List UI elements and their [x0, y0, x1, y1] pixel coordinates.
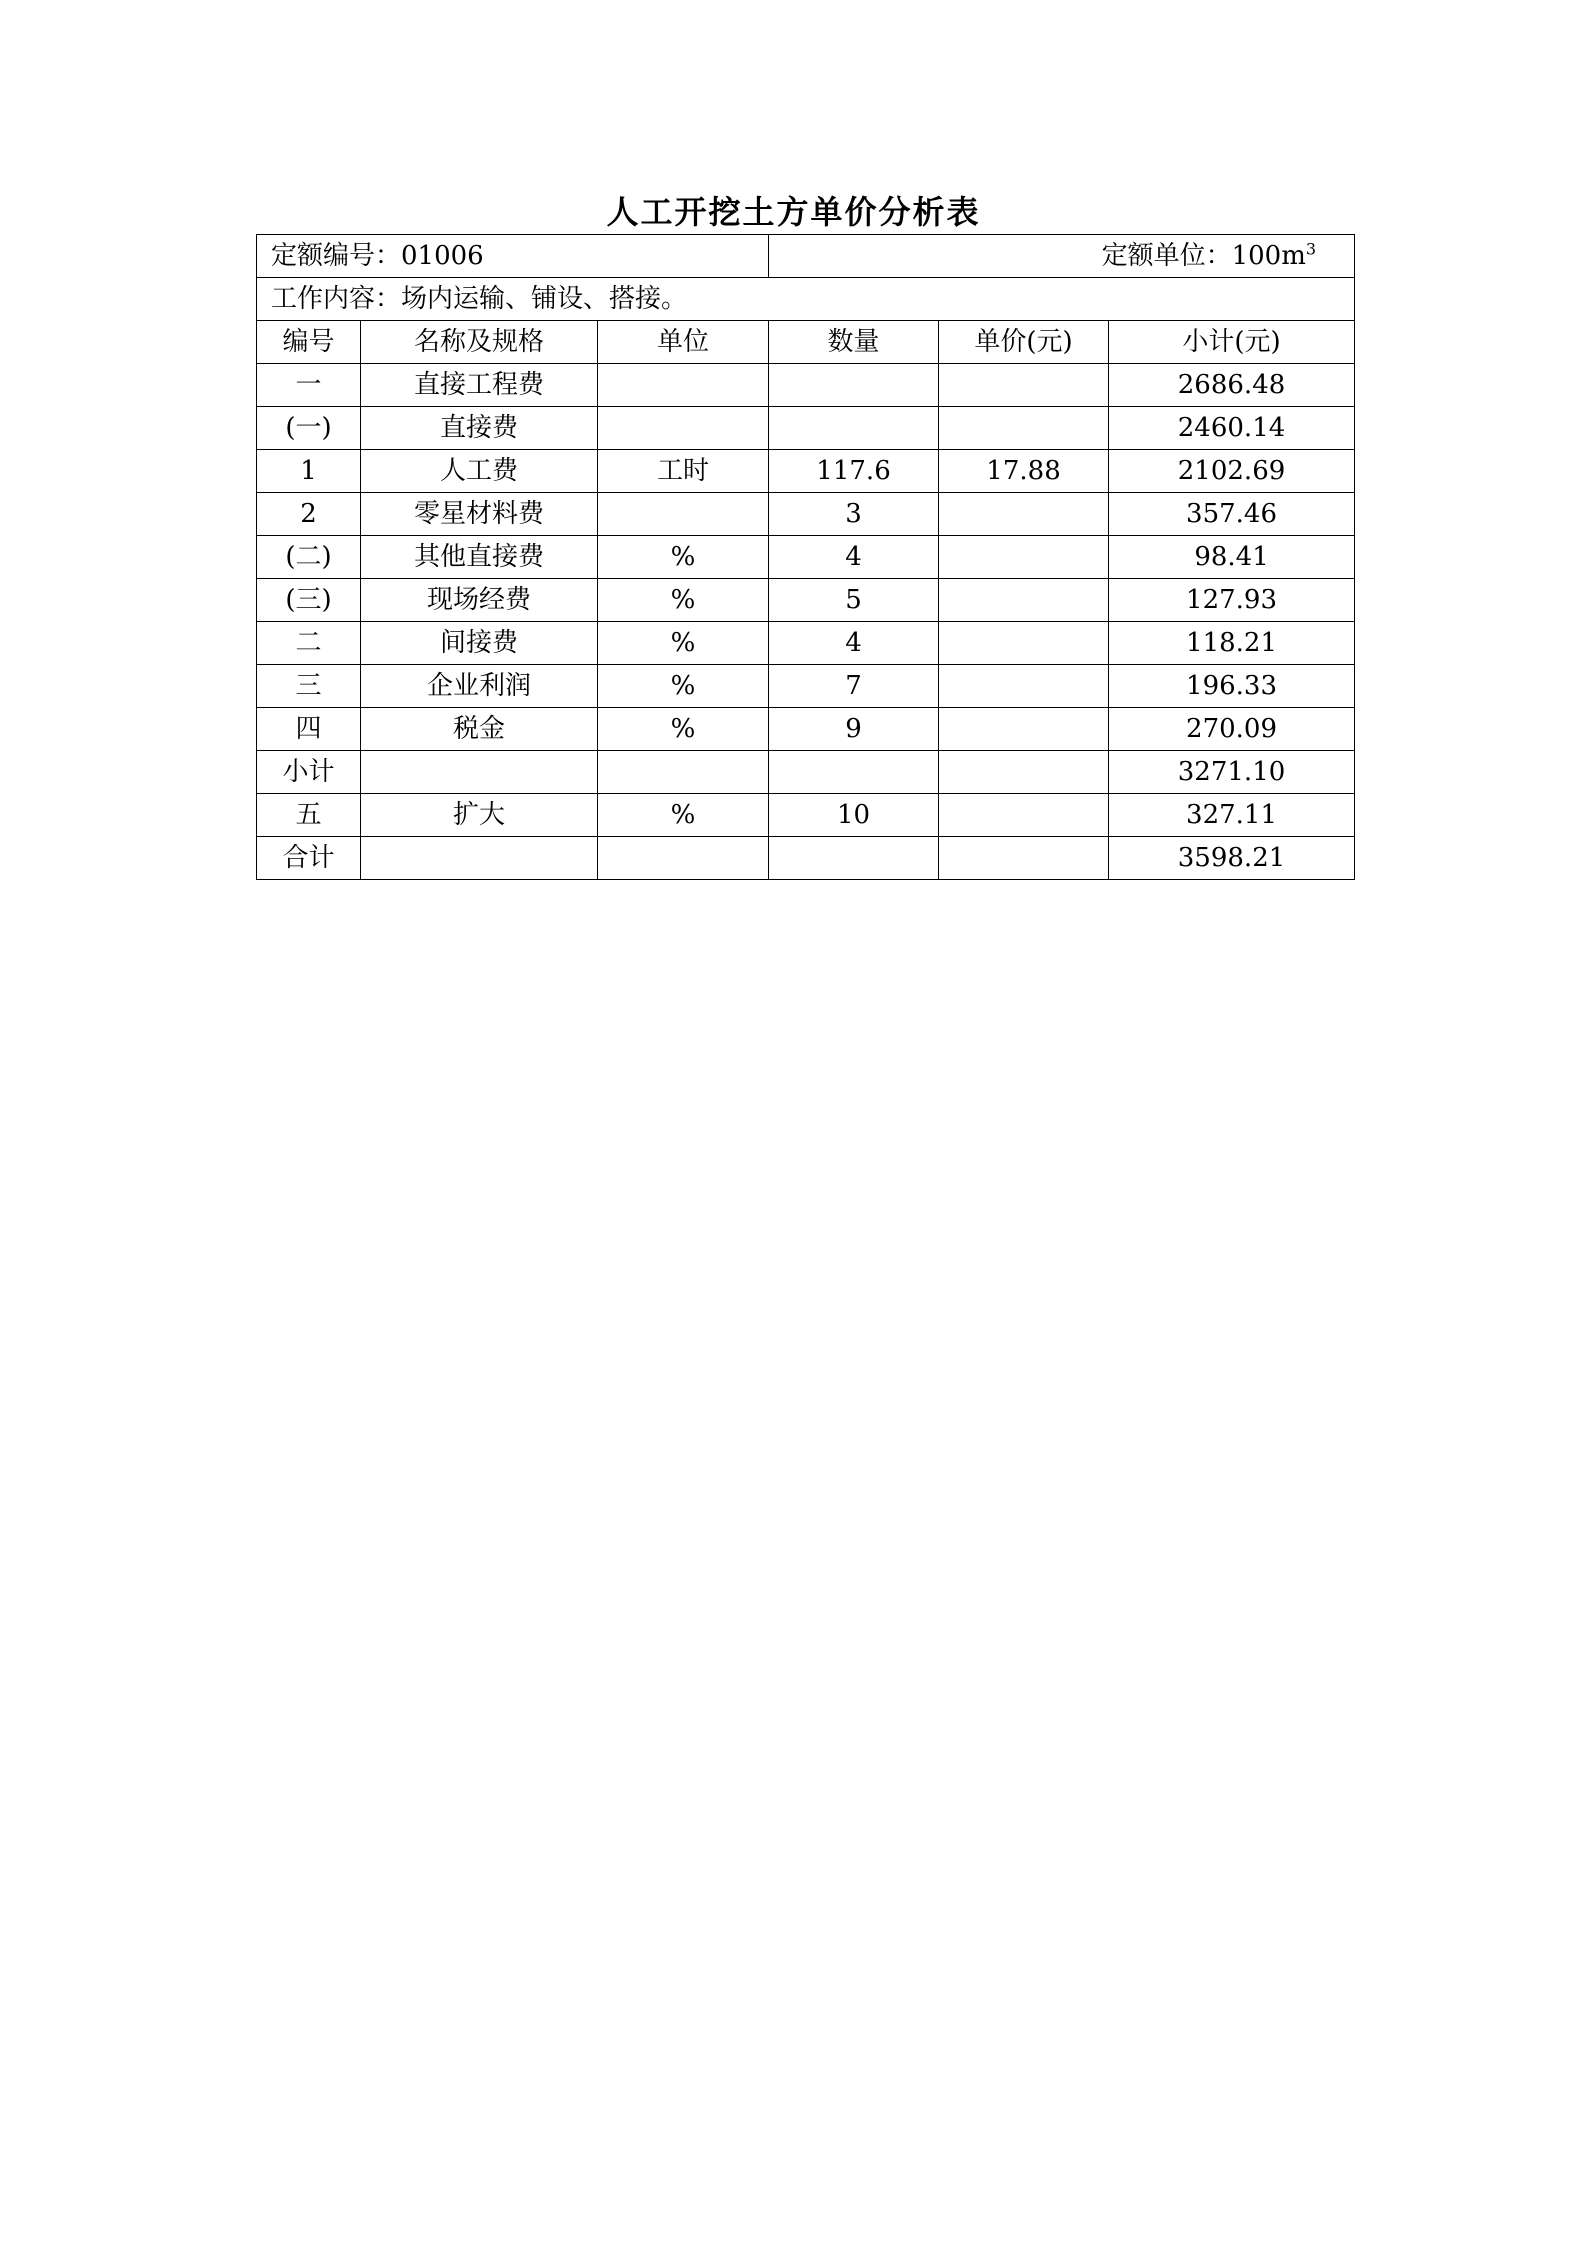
cell-subtotal: 2460.14 — [1109, 407, 1355, 450]
table-row — [257, 665, 1355, 708]
quota-unit-superscript: 3 — [1305, 239, 1317, 259]
cell-price — [939, 751, 1109, 794]
cell-name: 间接费 — [361, 622, 598, 665]
quota-number-cell — [257, 235, 769, 278]
cell-no: 合计 — [257, 837, 361, 880]
cell-qty: 4 — [769, 622, 939, 665]
cell-subtotal: 118.21 — [1109, 622, 1355, 665]
cell-unit — [598, 751, 769, 794]
cell-price — [939, 364, 1109, 407]
cell-no: 2 — [257, 493, 361, 536]
header-unit: 单位 — [598, 321, 769, 364]
cell-no: 三 — [257, 665, 361, 708]
header-subtotal: 小计(元) — [1109, 321, 1355, 364]
cell-subtotal: 357.46 — [1109, 493, 1355, 536]
cell-price — [939, 407, 1109, 450]
cell-no: 四 — [257, 708, 361, 751]
cell-subtotal: 2686.48 — [1109, 364, 1355, 407]
cell-name — [361, 751, 598, 794]
cell-qty — [769, 837, 939, 880]
quota-unit-cell — [769, 235, 1355, 278]
table-row — [257, 579, 1355, 622]
cell-unit: % — [598, 794, 769, 837]
cell-name: 零星材料费 — [361, 493, 598, 536]
cell-qty: 10 — [769, 794, 939, 837]
cell-unit — [598, 407, 769, 450]
cell-subtotal: 3271.10 — [1109, 751, 1355, 794]
cell-unit: 工时 — [598, 450, 769, 493]
cell-unit: % — [598, 665, 769, 708]
unit-price-analysis-table — [256, 234, 1355, 880]
table-row — [257, 450, 1355, 493]
cell-qty: 9 — [769, 708, 939, 751]
cell-subtotal: 127.93 — [1109, 579, 1355, 622]
cell-no: (一) — [257, 407, 361, 450]
table-row — [257, 794, 1355, 837]
cell-no: 1 — [257, 450, 361, 493]
cell-name: 现场经费 — [361, 579, 598, 622]
cell-qty: 4 — [769, 536, 939, 579]
work-content-cell: 工作内容：场内运输、铺设、搭接。 — [257, 278, 1355, 321]
cell-no: (三) — [257, 579, 361, 622]
cell-price — [939, 708, 1109, 751]
cell-price: 17.88 — [939, 450, 1109, 493]
header-row — [257, 321, 1355, 364]
cell-unit — [598, 493, 769, 536]
page-title: 人工开挖土方单价分析表 — [606, 193, 981, 231]
cell-unit: % — [598, 622, 769, 665]
cell-no: 一 — [257, 364, 361, 407]
cell-no: 五 — [257, 794, 361, 837]
cell-qty: 7 — [769, 665, 939, 708]
cell-unit — [598, 837, 769, 880]
header-qty: 数量 — [769, 321, 939, 364]
header-name: 名称及规格 — [361, 321, 598, 364]
cell-qty — [769, 751, 939, 794]
table-row — [257, 407, 1355, 450]
cell-no: 二 — [257, 622, 361, 665]
cell-name: 直接工程费 — [361, 364, 598, 407]
cell-name: 企业利润 — [361, 665, 598, 708]
cell-name: 扩大 — [361, 794, 598, 837]
table-row — [257, 751, 1355, 794]
cell-qty: 5 — [769, 579, 939, 622]
table-row — [257, 708, 1355, 751]
cell-price — [939, 493, 1109, 536]
quota-number-label: 定额编号： — [271, 241, 402, 271]
table-row — [257, 622, 1355, 665]
quota-unit-value: 100m — [1231, 241, 1306, 271]
cell-price — [939, 665, 1109, 708]
cell-subtotal: 196.33 — [1109, 665, 1355, 708]
header-price: 单价(元) — [939, 321, 1109, 364]
cell-subtotal: 270.09 — [1109, 708, 1355, 751]
header-no: 编号 — [257, 321, 361, 364]
cell-name — [361, 837, 598, 880]
cell-unit: % — [598, 579, 769, 622]
cell-qty: 3 — [769, 493, 939, 536]
cell-subtotal: 327.11 — [1109, 794, 1355, 837]
cell-price — [939, 837, 1109, 880]
cell-unit — [598, 364, 769, 407]
cell-name: 人工费 — [361, 450, 598, 493]
cell-no: (二) — [257, 536, 361, 579]
cell-name: 直接费 — [361, 407, 598, 450]
cell-no: 小计 — [257, 751, 361, 794]
cell-price — [939, 622, 1109, 665]
cell-qty — [769, 364, 939, 407]
cell-price — [939, 579, 1109, 622]
cell-name: 税金 — [361, 708, 598, 751]
cell-subtotal: 2102.69 — [1109, 450, 1355, 493]
table-row — [257, 536, 1355, 579]
cell-qty — [769, 407, 939, 450]
cell-price — [939, 794, 1109, 837]
cell-unit: % — [598, 536, 769, 579]
quota-info-row — [257, 235, 1355, 278]
cell-price — [939, 536, 1109, 579]
table-row — [257, 837, 1355, 880]
quota-unit-label: 定额单位： — [1101, 241, 1232, 271]
table-row — [257, 364, 1355, 407]
cell-qty: 117.6 — [769, 450, 939, 493]
quota-number-value: 01006 — [401, 241, 484, 271]
cell-subtotal: 3598.21 — [1109, 837, 1355, 880]
table-row — [257, 493, 1355, 536]
cell-subtotal: 98.41 — [1109, 536, 1355, 579]
work-content-row — [257, 278, 1355, 321]
cell-unit: % — [598, 708, 769, 751]
cell-name: 其他直接费 — [361, 536, 598, 579]
